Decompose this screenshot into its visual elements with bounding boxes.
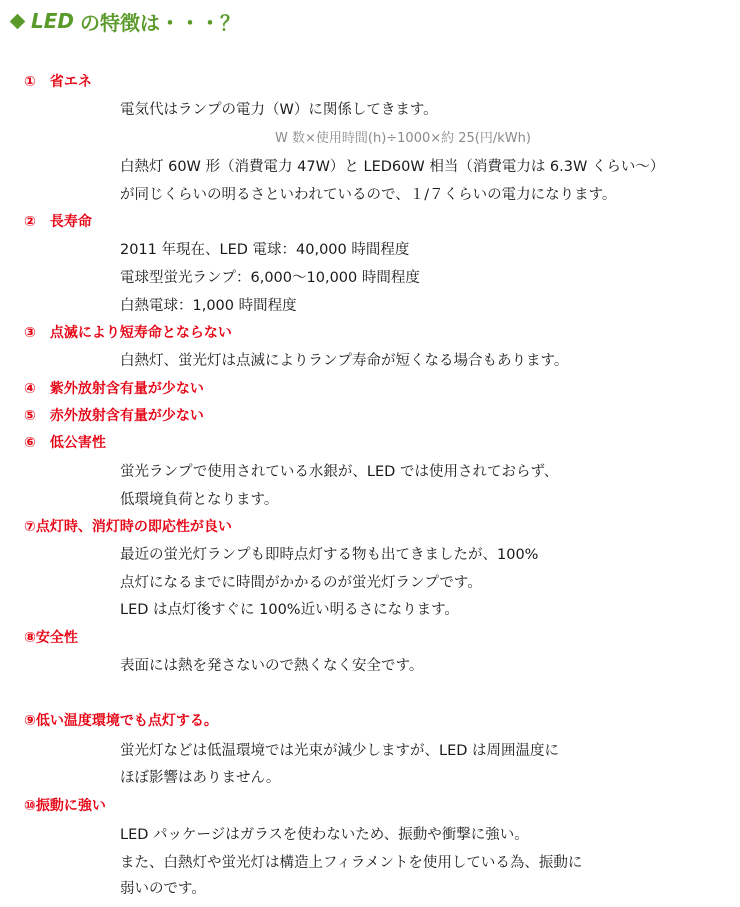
- heading-vibration: ⑩振動に強い: [24, 798, 106, 814]
- body-line: また、白熱灯や蛍光灯は構造上フィラメントを使用している為、振動に: [120, 855, 583, 871]
- body-line: 電気代はランプの電力（W）に関係してきます。: [120, 102, 438, 118]
- body-line: 弱いのです。: [120, 881, 206, 897]
- formula-line: W 数×使用時間(h)÷1000×約 25(円/kWh): [275, 131, 531, 146]
- title-text: の特徴は・・・？: [80, 10, 241, 35]
- body-line: LED は点灯後すぐに 100%近い明るさになります。: [120, 602, 459, 618]
- body-line: 白熱灯 60W 形（消費電力 47W）と LED60W 相当（消費電力は 6.3W くらい～）: [120, 159, 665, 175]
- diamond-icon: [10, 13, 26, 29]
- heading-energy-saving: ① 省エネ: [24, 74, 92, 90]
- heading-long-life: ② 長寿命: [24, 214, 92, 230]
- page-title: [10, 6, 240, 36]
- body-line: ほぼ影響はありません。: [120, 770, 281, 786]
- heading-safety: ⑧安全性: [24, 630, 78, 646]
- body-line: 白熱電球：1,000 時間程度: [120, 298, 297, 314]
- body-line: 電球型蛍光ランプ：6,000～10,000 時間程度: [120, 270, 420, 286]
- heading-low-pollution: ⑥ 低公害性: [24, 435, 106, 451]
- body-line: 低環境負荷となります。: [120, 492, 279, 508]
- heading-low-temperature: ⑨低い温度環境でも点灯する。: [24, 713, 218, 729]
- heading-ir: ⑤ 赤外放射含有量が少ない: [24, 408, 204, 424]
- body-line: 2011 年現在、LED 電球：40,000 時間程度: [120, 242, 410, 258]
- body-line: 蛍光ランプで使用されている水銀が、LED では使用されておらず、: [120, 464, 559, 480]
- heading-responsiveness: ⑦点灯時、消灯時の即応性が良い: [24, 519, 232, 535]
- title-led: LED: [31, 9, 75, 33]
- body-line: 点灯になるまでに時間がかかるのが蛍光灯ランプです。: [120, 575, 482, 591]
- body-line: LED パッケージはガラスを使わないため、振動や衝撃に強い。: [120, 827, 529, 843]
- heading-blink-durability: ③ 点滅により短寿命とならない: [24, 325, 232, 341]
- body-line: 表面には熱を発さないので熱くなく安全です。: [120, 658, 424, 674]
- body-line: が同じくらいの明るさといわれているので、１/７くらいの電力になります。: [120, 187, 617, 203]
- body-line: 最近の蛍光灯ランプも即時点灯する物も出てきましたが、100%: [120, 547, 539, 563]
- heading-uv: ④ 紫外放射含有量が少ない: [24, 381, 204, 397]
- body-line: 白熱灯、蛍光灯は点滅によりランプ寿命が短くなる場合もあります。: [120, 353, 569, 369]
- body-line: 蛍光灯などは低温環境では光束が減少しますが、LED は周囲温度に: [120, 743, 560, 759]
